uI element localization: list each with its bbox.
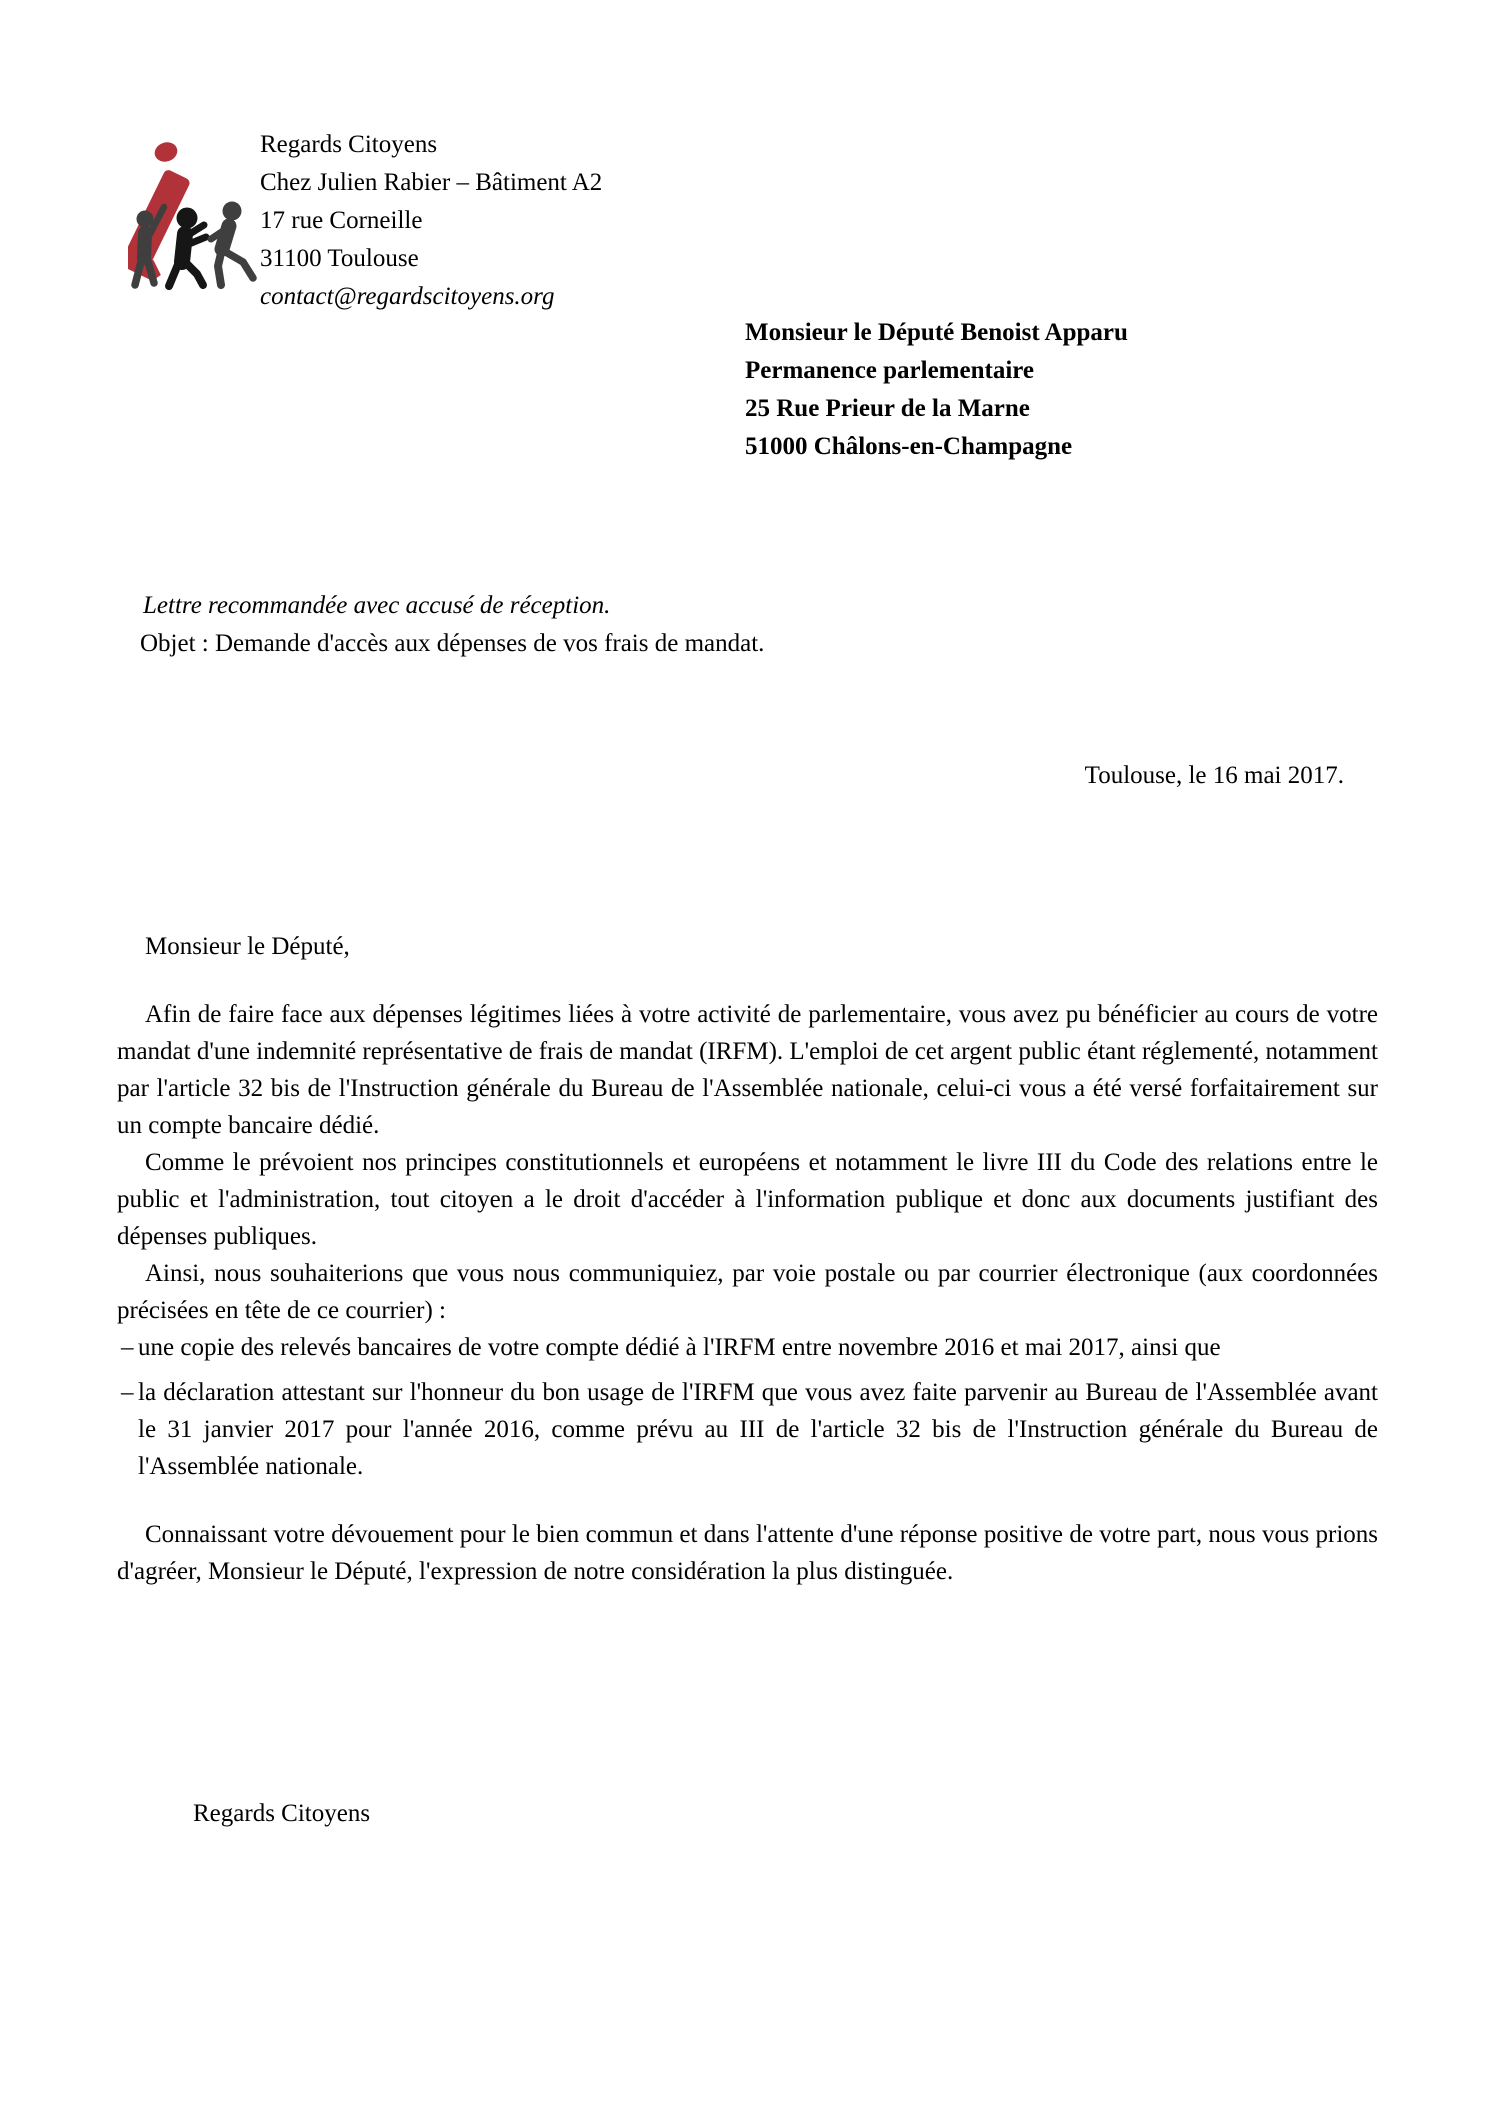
request-list (117, 1329, 1378, 1485)
letter-body (117, 928, 1378, 1590)
recipient-line: 25 Rue Prieur de la Marne (745, 395, 1030, 422)
sender-line: 17 rue Corneille (260, 207, 423, 234)
body-paragraph: Comme le prévoient nos principes constitutionnels et européens et notamment le livre III du Code des relations entre le public et l'administration, tout citoyen a le droit d'accéder à l'information publique et donc aux documents justifiant des dépenses publiques. (117, 1149, 1378, 1250)
logo-figure-middle (169, 208, 206, 287)
date-line: Toulouse, le 16 mai 2017. (1084, 762, 1344, 789)
sender-name: Regards Citoyens (260, 131, 438, 158)
request-list-item (117, 1374, 1378, 1485)
sender-line: Chez Julien Rabier – Bâtiment A2 (260, 169, 603, 196)
dash-marker: – (121, 1334, 134, 1361)
request-list-item (117, 1329, 1378, 1366)
recipient-name: Monsieur le Député Benoist Apparu (745, 319, 1128, 346)
recipient-address (745, 314, 1128, 466)
dash-marker: – (121, 1379, 134, 1406)
closing-paragraph: Connaissant votre dévouement pour le bien commun et dans l'attente d'une réponse positive de votre part, nous vous prions d'agréer, Monsieur le Député, l'expression de notre considération la plus distinguée. (117, 1521, 1378, 1585)
recipient-line: 51000 Châlons-en-Champagne (745, 433, 1073, 460)
body-paragraph: Afin de faire face aux dépenses légitimes liées à votre activité de parlementaire, vous avez pu bénéficier au cours de votre mandat d'une indemnité représentative de frais de mandat (IRFM). L'emploi de cet argent public étant réglementé, notamment par l'article 32 bis de l'Instruction générale du Bureau de l'Assemblée nationale, celui-ci vous a été versé forfaitairement sur un compte bancaire dédié. (117, 1001, 1378, 1139)
logo-i-dot (152, 139, 180, 164)
logo-svg (128, 138, 260, 292)
regards-citoyens-logo-icon (128, 138, 260, 292)
subject-line: Objet : Demande d'accès aux dépenses de vos frais de mandat. (140, 630, 765, 657)
salutation: Monsieur le Député, (145, 933, 350, 960)
sender-line: 31100 Toulouse (260, 245, 419, 272)
body-paragraph: Ainsi, nous souhaiterions que vous nous communiquiez, par voie postale ou par courrier électronique (aux coordonnées précisées en tête de ce courrier) : (117, 1260, 1378, 1324)
sender-email: contact@regardscitoyens.org (260, 283, 555, 310)
signature: Regards Citoyens (193, 1800, 371, 1827)
logo-figure-right (211, 202, 253, 286)
request-list-item-text: la déclaration attestant sur l'honneur du bon usage de l'IRFM que vous avez faite parvenir au Bureau de l'Assemblée avant le 31 janvier 2017 pour l'année 2016, comme prévu au III de l'article 32 bis de l'Instruction générale du Bureau de l'Assemblée nationale. (138, 1379, 1378, 1480)
recipient-line: Permanence parlementaire (745, 357, 1035, 384)
sender-address (260, 126, 602, 316)
registered-mail-notice: Lettre recommandée avec accusé de réception. (143, 592, 611, 619)
request-list-item-text: une copie des relevés bancaires de votre compte dédié à l'IRFM entre novembre 2016 et mai 2017, ainsi que (138, 1334, 1221, 1361)
